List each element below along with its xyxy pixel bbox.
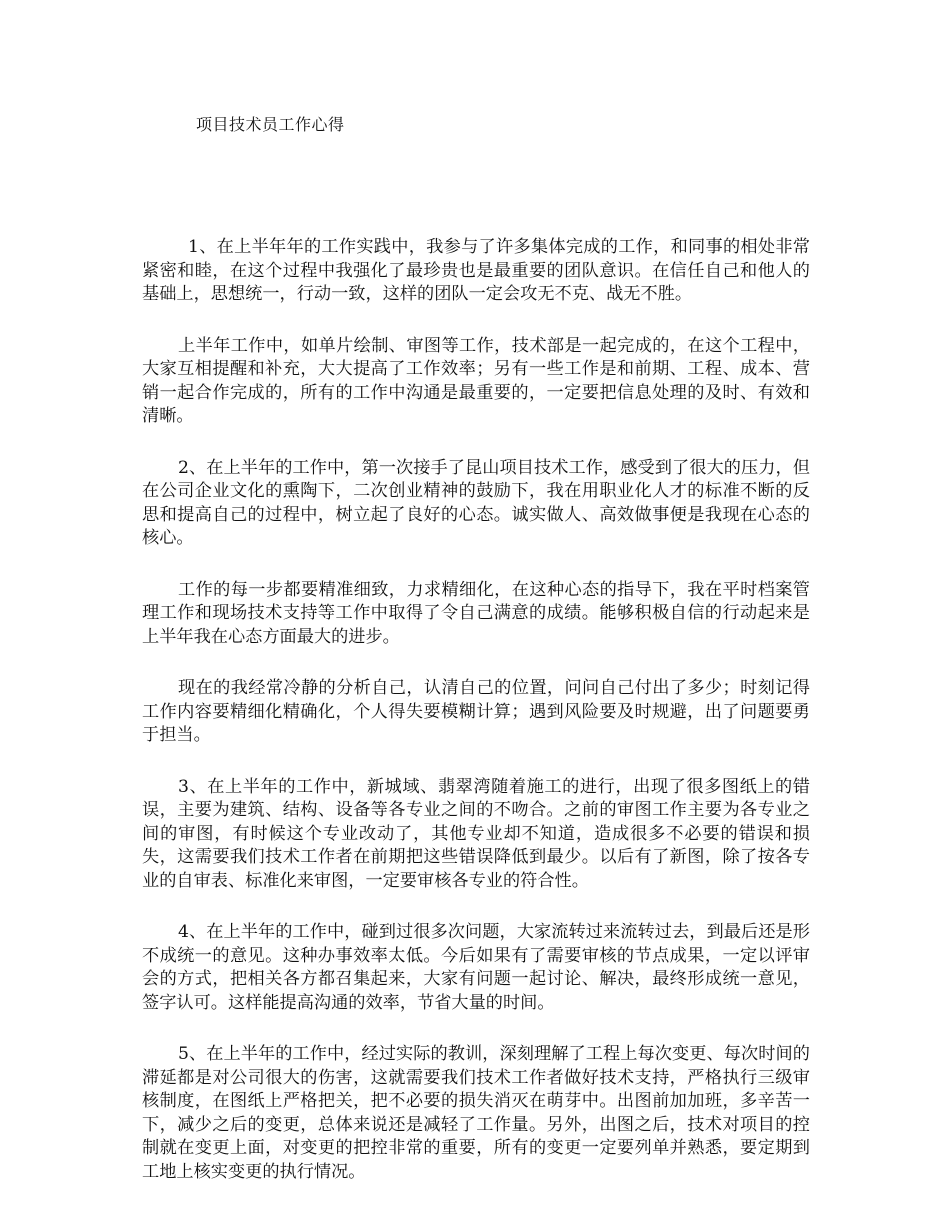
paragraph-6: 3、在上半年的工作中，新城域、翡翠湾随着施工的进行，出现了很多图纸上的错误，主要为建筑、结构、设备等各专业之间的不吻合。之前的审图工作主要为各专业之间的审图，有时候这个专业改动了，其他专业却不知道，造成很多不必要的错误和损失，这需要我们技术工作者在前期把这些错误降低到最少。以后有了新图，除了按各专业的自审表、标准化来审图，一定要审核各专业的符合性。 [142,776,810,891]
paragraph-8: 5、在上半年的工作中，经过实际的教训，深刻理解了工程上每次变更、每次时间的滞延都是对公司很大的伤害，这就需要我们技术工作者做好技术支持，严格执行三级审核制度，在图纸上严格把关，把不必要的损失消灭在萌芽中。出图前加加班，多辛苦一下，减少之后的变更，总体来说还是减轻了工作量。另外，出图之后，技术对项目的控制就在变更上面，对变更的把控非常的重要，所有的变更一定要列单并熟悉，要定期到工地上核实变更的执行情况。 [142,1044,810,1182]
paragraph-5: 现在的我经常冷静的分析自己，认清自己的位置，问问自己付出了多少；时刻记得工作内容要精细化精确化，个人得失要模糊计算；遇到风险要及时规避，出了问题要勇于担当。 [142,678,810,745]
paragraph-4: 工作的每一步都要精准细致，力求精细化，在这种心态的指导下，我在平时档案管理工作和现场技术支持等工作中取得了令自己满意的成绩。能够积极自信的行动起来是上半年我在心态方面最大的进步。 [142,579,810,647]
paragraph-1: 1、在上半年年的工作实践中，我参与了许多集体完成的工作，和同事的相处非常紧密和睦，在这个过程中我强化了最珍贵也是最重要的团队意识。在信任自己和他人的基础上，思想统一，行动一致，这样的团队一定会攻无不克、战无不胜。 [142,237,810,304]
paragraph-7: 4、在上半年的工作中，碰到过很多次问题，大家流转过来流转过去，到最后还是形不成统一的意见。这种办事效率太低。今后如果有了需要审核的节点成果，一定以评审会的方式，把相关各方都召集起来，大家有问题一起讨论、解决，最终形成统一意见，签字认可。这样能提高沟通的效率，节省大量的时间。 [142,922,810,1013]
document-title: 项目技术员工作心得 [196,115,345,134]
document-body [142,236,810,1212]
paragraph-2: 上半年工作中，如单片绘制、审图等工作，技术部是一起完成的，在这个工程中，大家互相提醒和补充，大大提高了工作效率；另有一些工作是和前期、工程、成本、营销一起合作完成的，所有的工作中沟通是最重要的，一定要把信息处理的及时、有效和清晰。 [142,335,810,426]
paragraph-3: 2、在上半年的工作中，第一次接手了昆山项目技术工作，感受到了很大的压力，但在公司企业文化的熏陶下，二次创业精神的鼓励下，我在用职业化人才的标准不断的反思和提高自己的过程中，树立起了良好的心态。诚实做人、高效做事便是我现在心态的核心。 [142,457,810,548]
